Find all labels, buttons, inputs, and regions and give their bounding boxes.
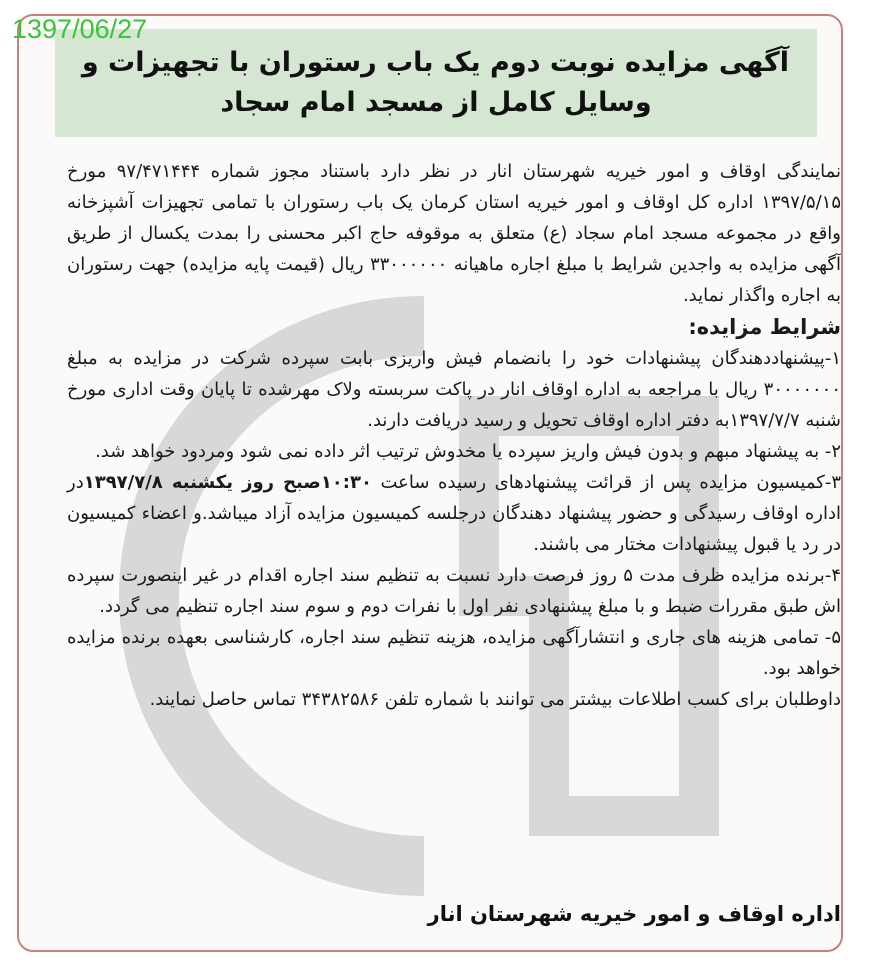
notice-frame [17,14,843,952]
condition-4: ۴-برنده مزایده ظرف مدت ۵ روز فرصت دارد نسبت به تنظیم سند اجاره اقدام در غیر اینصورت سپرده اش طبق مقررات ضبط و با مبلغ پیشنهادی نفر اول با نفرات دوم و سوم سند اجاره تنظیم می گردد. [67,565,841,617]
condition-1: ۱-پیشنهاددهندگان پیشنهادات خود را بانضمام فیش واریزی بابت سپرده شرکت در مزایده به مبلغ ۳۰۰۰۰۰۰۰ ریال با مراجعه به اداره اوقاف انار در پاکت سربسته ولاک مهرشده تا پایان وقت اداری مورخ شنبه ۱۳۹۷/۷/۷به دفتر اداره اوقاف تحویل و رسید دریافت دارند. [67,348,841,431]
contact-paragraph: داوطلبان برای کسب اطلاعات بیشتر می توانند با شماره تلفن ۳۴۳۸۲۵۸۶ تماس حاصل نمایند. [149,689,841,710]
conditions-heading: شرایط مزایده: [688,315,841,339]
condition-5: ۵- تمامی هزینه های جاری و انتشارآگهی مزایده، هزینه تنظیم سند اجاره، کارشناسی بعهده برنده مزایده خواهد بود. [67,627,841,679]
signature: اداره اوقاف و امور خیریه شهرستان انار [427,902,841,926]
condition-3: ۳-کمیسیون مزایده پس از قرائت پیشنهادهای رسیده ساعت ۱۰:۳۰صبح روز یکشنبه ۱۳۹۷/۷/۸در اداره اوقاف رسیدگی و حضور پیشنهاد دهندگان درجلسه کمیسیون مزایده آزاد میباشد.و اعضاء کمیسیون در رد یا قبول پیشنهادات مختار می باشند. [67,472,841,555]
notice-title-line-2: وسایل کامل از مسجد امام سجاد [220,87,652,118]
session-datetime: ۱۰:۳۰صبح روز یکشنبه ۱۳۹۷/۷/۸ [83,472,372,493]
intro-paragraph: نمایندگی اوقاف و امور خیریه شهرستان انار در نظر دارد باستناد مجوز شماره ۹۷/۴۷۱۴۴۴ مورخ ۱۳۹۷/۵/۱۵ اداره کل اوقاف و امور خیریه استان کرمان یک باب رستوران با تمامی تجهیزات آشپزخانه واقع در مجموعه مسجد امام سجاد (ع) متعلق به موقوفه حاج اکبر محسنی را بمدت یکسال از طریق آگهی مزایده به واجدین شرایط با مبلغ اجاره ماهیانه ۳۳۰۰۰۰۰۰ ریال (قیمت پایه مزایده) جهت رستوران به اجاره واگذار نماید. [67,161,841,306]
condition-2: ۲- به پیشنهاد مبهم و بدون فیش واریز سپرده یا مخدوش ترتیب اثر داده نمی شود ومردود خواهد شد. [95,441,841,462]
notice-body [67,156,841,715]
notice-title-line-1: آگهی مزایده نوبت دوم یک باب رستوران با تجهیزات و [81,47,789,78]
date-stamp: 1397/06/27 [12,14,148,44]
notice-title-box [55,29,817,137]
